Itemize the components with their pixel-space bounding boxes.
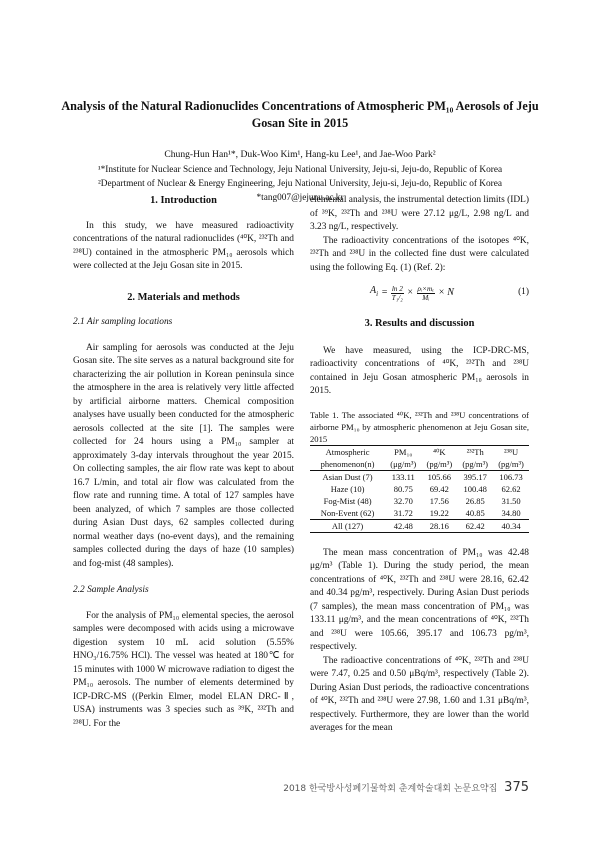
equation-body: $A_i$ = $\frac{\ln 2}{\text{T₁/₂}}$ × $\frac{\text{ρᵢ×mₑ}}{\text{Mᵢ}}$ × N xyxy=(370,284,454,302)
concentration-table xyxy=(310,445,529,533)
subsection-sampling-heading: 2.1 Air sampling locations xyxy=(73,317,173,327)
footer-proceedings-title: 2018 한국방사성폐기물학회 춘계학술대회 논문요약집 xyxy=(283,784,498,794)
equation-1 xyxy=(310,279,529,307)
affiliation-2: ²Department of Nuclear & Energy Engineering, Jeju National University, Jeju-si, Jeju-do, Republic of Korea xyxy=(98,178,502,189)
table-row: Asian Dust (7) 133.11 105.66 395.17 106.73 xyxy=(322,471,523,482)
isotopes-paragraph: The radioactivity concentrations of the isotopes ⁴⁰K, ²³²Th and ²³⁸U in the collected fine dust were calculated using the following Eq. (1) (Ref. 2): xyxy=(310,235,529,273)
table-header-row: phenomenon(n) (μg/m³) (pg/m³) (pg/m³) (pg/m³) xyxy=(310,458,529,471)
equation-lhs-subscript: i xyxy=(376,290,379,299)
table-row: Non-Event (62) 31.72 19.22 40.85 34.80 xyxy=(320,507,521,518)
table-total-row: All (127) 42.48 28.16 62.42 40.34 xyxy=(310,519,529,532)
author-list: Chung-Hun Han¹*, Duk-Woo Kim¹, Hang-ku Lee¹, and Jae-Woo Park² xyxy=(164,149,436,160)
right-column xyxy=(310,194,529,736)
equation-lhs: A xyxy=(370,285,377,297)
results-heading: 3. Results and discussion xyxy=(364,318,475,329)
table-row: Fog-Mist (48) 32.70 17.56 26.85 31.50 xyxy=(323,495,521,506)
table-caption: Table 1. The associated ⁴⁰K, ²³²Th and ²³⁸U concentrations of airborne PM₁₀ by atmospheric phenomenon at Jeju Gosan site, 2015 xyxy=(310,409,529,444)
intro-heading: 1. Introduction xyxy=(150,195,217,206)
analysis-paragraph: For the analysis of PM₁₀ elemental species, the aerosol samples were decomposed with acids using a microwave digestion system 10 mL acid solution (5.55% HNO₃/16.75% HCl). The vessel was heated at 180℃ for 15 minutes with 1000 W microwave radiation to digest the PM₁₀ aerosols. The number of elements determined by ICP-DRC-MS ((Perkin Elmer, model ELAN DRC-Ⅱ, USA) instruments was 3 species such as ³⁹K, ²³²Th and ²³⁸U. For the xyxy=(73,610,294,729)
equation-number: (1) xyxy=(518,287,529,298)
equation-fraction-mass: $\frac{\text{ρᵢ×mₑ}}{\text{Mᵢ}}$ xyxy=(417,284,435,302)
equation-fraction-decay: $\frac{\ln 2}{\text{T₁/₂}}$ xyxy=(391,284,403,302)
equation-rhs: × N xyxy=(438,287,454,299)
results-paragraph: We have measured, using the ICP-DRC-MS, radioactivity concentrations of ⁴⁰K, ²³²Th and ²³⁸U contained in Jeju Gosan atmospheric PM₁₀ aerosols in 2015. xyxy=(310,345,529,396)
paper-title: Analysis of the Natural Radionuclides Concentrations of Atmospheric PM₁₀ Aerosols of Jeju Gosan Site in 2015 xyxy=(61,99,539,130)
table-row: Haze (10) 80.75 69.42 100.48 62.62 xyxy=(330,483,521,494)
affiliation-1: ¹*Institute for Nuclear Science and Technology, Jeju National University, Jeju-si, Jeju-do, Republic of Korea xyxy=(97,165,503,175)
page-footer xyxy=(283,780,529,795)
subsection-analysis-heading: 2.2 Sample Analysis xyxy=(73,585,149,595)
contact-email: *tang007@jejunu.ac.kr xyxy=(256,192,344,203)
left-column xyxy=(73,194,294,731)
detection-limits-paragraph: elemental analysis, the instrumental detection limits (IDL) of ³⁹K, ²³²Th and ²³⁸U were 27.12 μg/L, 2.98 ng/L and 3.23 ng/L, respectively. xyxy=(310,195,529,232)
mean-concentration-paragraph: The mean mass concentration of PM₁₀ was 42.48 μg/m³ (Table 1). During the study period, the mean concentrations of ⁴⁰K, ²³²Th and ²³⁸U were 28.16, 62.42 and 40.34 pg/m³, respectively. During Asian Dust periods (7 samples), the mean mass concentration of PM₁₀ was 133.11 μg/m³, and the mean concentrations of ⁴⁰K, ²³²Th and ²³⁸U were 105.66, 395.17 and 106.73 pg/m³, respectively. xyxy=(310,547,529,652)
intro-paragraph: In this study, we have measured radioactivity concentrations of the natural radionuclides (⁴⁰K, ²³²Th and ²³⁸U) contained in the atmospheric PM₁₀ aerosols which were collected at the Jeju Gosan site in 2015. xyxy=(73,220,294,271)
radioactive-concentration-paragraph: The radioactive concentrations of ⁴⁰K, ²³²Th and ²³⁸U were 7.47, 0.25 and 0.50 μBq/m³, respectively (Table 2). During Asian Dust periods, the radioactive concentrations of ⁴⁰K, ²³²Th and ²³⁸U were 27.98, 1.60 and 1.31 μBq/m³, respectively. Furthermore, they are lower than the world averages for the mean xyxy=(310,655,529,733)
table-header-row: Atmospheric PM₁₀ ⁴⁰K ²³²Th ²³⁸U xyxy=(310,445,529,458)
sampling-paragraph: Air sampling for aerosols was conducted at the Jeju Gosan site. The site serves as a natural background site for characterizing the air pollution in Korean peninsula since the atmosphere in the area is relatively very little affected by artificial airborne matters. Chemical composition analyses have usually been conducted for the atmospheric aerosols collected at the site [1]. The samples were collected for 24 hours using a PM₁₀ sampler at approximately 3-day intervals throughout the year 2015. On collecting samples, the air flow rate was kept to about 16.7 L/min, and total air flow was calculated from the flow rate and running time. A total of 127 samples have been analyzed, of which 7 samples are those collected during Asian Dust days, 62 samples collected during normal weather days (no-event days), and the remaining samples collected during the days of haze (10 samples) and fog-mist (48 samples). xyxy=(73,342,294,569)
methods-heading: 2. Materials and methods xyxy=(127,291,240,303)
page-number: 375 xyxy=(504,780,529,795)
